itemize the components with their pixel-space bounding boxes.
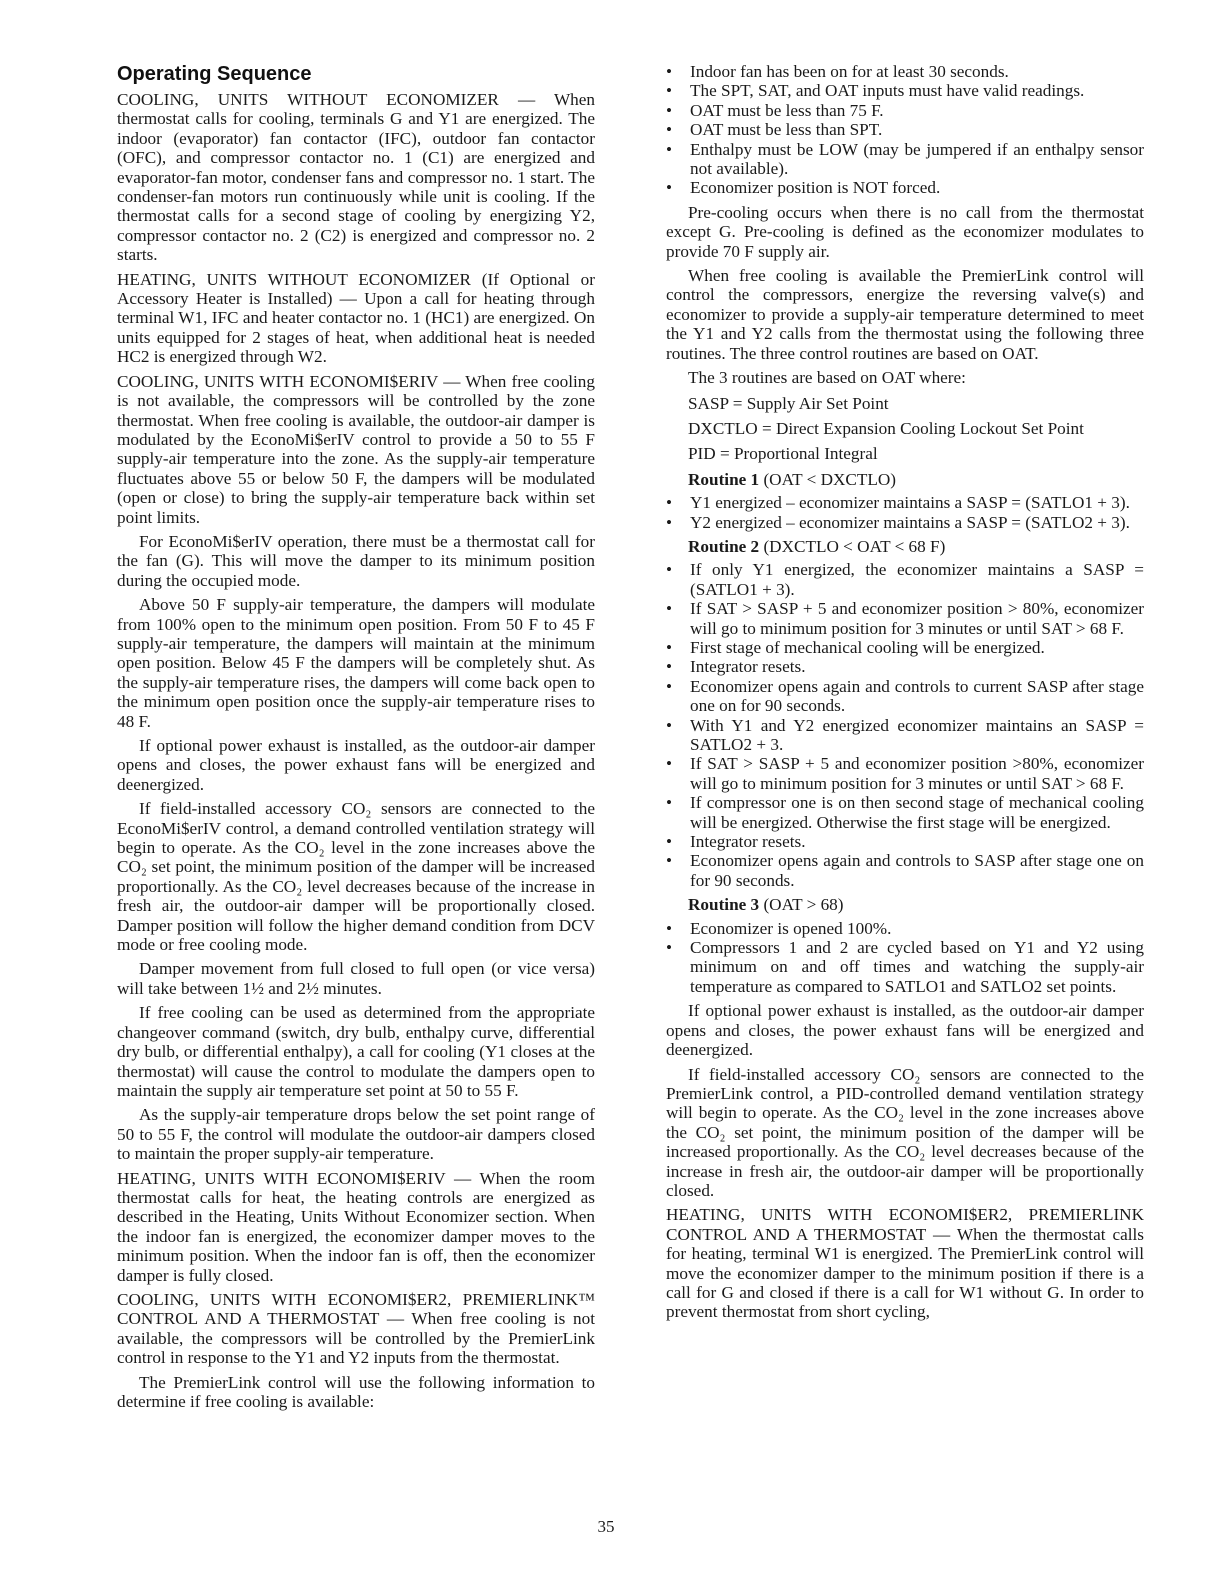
list-item: • If SAT > SASP + 5 and economizer position >80%, economizer will go to minimum position for 3 minutes or until SAT > 68 F.	[666, 754, 1144, 793]
list-item: • If compressor one is on then second stage of mechanical cooling will be energized. Otherwise the first stage will be energized.	[666, 793, 1144, 832]
paragraph-heating-with-economiserIV: HEATING, UNITS WITH ECONOMI$ERIV — When the room thermostat calls for heat, the heating controls are energized as described in the Heating, Units Without Economizer section. When the indoor fan is energized, the economizer damper moves to the minimum position. When the indoor fan is off, then the economizer damper is fully closed.	[117, 1168, 595, 1285]
paragraph-damper-movement: Damper movement from full closed to full open (or vice versa) will take between 1½ and 2½ minutes.	[117, 959, 595, 998]
bullet-icon: •	[666, 139, 673, 159]
paragraph-fan-call: For EconoMi$erIV operation, there must be a thermostat call for the fan (G). This will move the damper to its minimum position during the occupied mode.	[117, 531, 595, 590]
bullet-icon: •	[666, 657, 673, 677]
routine-1-list	[666, 493, 1144, 532]
list-item: • If SAT > SASP + 5 and economizer position > 80%, economizer will go to minimum position for 3 minutes or until SAT > 68 F.	[666, 599, 1144, 638]
bullet-icon: •	[666, 918, 673, 938]
list-item: • First stage of mechanical cooling will be energized.	[666, 637, 1045, 657]
paragraph-co2-premierlink: If field-installed accessory CO₂ sensors are connected to the PremierLink control, a PID-controlled demand ventilation strategy will begin to operate. As the CO₂ level in the zone increases above the CO₂ set point, the minimum position of the damper will be increased proportionally. As the CO₂ level decreases because of the increase in fresh air, the outdoor-air damper will be proportionally closed.	[666, 1064, 1144, 1200]
paragraph-heating-without-economizer: HEATING, UNITS WITHOUT ECONOMIZER (If Optional or Accessory Heater is Installed) — Upon a call for heating through terminal W1, IFC and heater contactor no. 1 (HC1) are energized. On units equipped for 2 stages of heat, when additional heat is needed HC2 is energized through W2.	[117, 269, 595, 367]
bullet-icon: •	[666, 851, 673, 871]
definition-dxctlo: DXCTLO = Direct Expansion Cooling Lockout Set Point	[688, 418, 1084, 438]
routine-1-heading: Routine 1 (OAT < DXCTLO)	[688, 469, 896, 489]
paragraph-cooling-with-economiser2: COOLING, UNITS WITH ECONOMI$ER2, PREMIERLINK™ CONTROL AND A THERMOSTAT — When free cooling is not available, the compressors will be controlled by the PremierLink control in response to the Y1 and Y2 inputs from the thermostat.	[117, 1289, 595, 1368]
routine-3-heading: Routine 3 (OAT > 68)	[688, 895, 844, 915]
definition-sasp: SASP = Supply Air Set Point	[688, 393, 889, 413]
paragraph-free-cooling-info: The PremierLink control will use the following information to determine if free cooling is available:	[117, 1372, 595, 1411]
list-item: • With Y1 and Y2 energized economizer maintains an SASP = SATLO2 + 3.	[666, 715, 1144, 754]
left-column	[117, 62, 595, 1416]
list-item: • Indoor fan has been on for at least 30 seconds.	[666, 62, 1009, 81]
bullet-icon: •	[666, 100, 673, 120]
list-item: • Y2 energized – economizer maintains a SASP = (SATLO2 + 3).	[666, 512, 1130, 532]
list-item: • Economizer is opened 100%.	[666, 918, 892, 938]
bullet-icon: •	[666, 938, 673, 958]
list-item: • Economizer position is NOT forced.	[666, 178, 941, 198]
list-item: • Enthalpy must be LOW (may be jumpered if an enthalpy sensor not available).	[666, 139, 1144, 179]
routine-2-list	[666, 560, 1144, 890]
bullet-icon: •	[666, 81, 673, 101]
routine-2-heading: Routine 2 (DXCTLO < OAT < 68 F)	[688, 536, 946, 556]
paragraph-free-cooling: If free cooling can be used as determined from the appropriate changeover command (switch, dry bulb, enthalpy curve, differential dry bulb, or differential enthalpy), a call for cooling (Y1 closes at the thermostat) will cause the control to modulate the dampers open to maintain the supply air temperature set point at 50 to 55 F.	[117, 1003, 595, 1100]
list-item: • Integrator resets.	[666, 657, 806, 677]
list-item: • Integrator resets.	[666, 832, 806, 852]
list-item: • If only Y1 energized, the economizer maintains a SASP = (SATLO1 + 3).	[666, 560, 1144, 599]
bullet-icon: •	[666, 120, 673, 140]
bullet-icon: •	[666, 832, 673, 852]
list-item: • Compressors 1 and 2 are cycled based on Y1 and Y2 using minimum on and off times and watching the supply-air temperature as compared to SATLO1 and SATLO2 set points.	[666, 938, 1144, 996]
list-item: • Economizer opens again and controls to current SASP after stage one on for 90 seconds.	[666, 676, 1144, 716]
bullet-icon: •	[666, 493, 673, 513]
bullet-icon: •	[666, 715, 673, 735]
list-item: • OAT must be less than SPT.	[666, 120, 883, 140]
list-item: • OAT must be less than 75 F.	[666, 100, 884, 120]
paragraph-cooling-without-economizer: COOLING, UNITS WITHOUT ECONOMIZER — When thermostat calls for cooling, terminals G and Y1 are energized. The indoor (evaporator) fan contactor (IFC), outdoor fan contactor (OFC), and compressor contactor no. 1 (C1) are energized and evaporator-fan motor, condenser fans and compressor no. 1 start. The condenser-fan motors run continuously while unit is cooling. If the thermostat calls for a second stage of cooling by energizing Y2, compressor contactor no. 2 (C2) is energized and compressor no. 2 starts.	[117, 90, 595, 265]
section-heading: Operating Sequence	[117, 63, 312, 85]
list-item: • The SPT, SAT, and OAT inputs must have valid readings.	[666, 81, 1085, 101]
paragraph-free-cooling-available: When free cooling is available the PremierLink control will control the compressors, energize the reversing valve(s) and economizer to provide a supply-air temperature determined to meet the Y1 and Y2 calls from the thermostat using the following three routines. The three control routines are based on OAT.	[666, 266, 1144, 363]
paragraph-power-exhaust-premierlink: If optional power exhaust is installed, as the outdoor-air damper opens and closes, the power exhaust fans will be energized and deenergized.	[666, 1001, 1144, 1060]
bullet-icon: •	[666, 512, 673, 532]
paragraph-pre-cooling: Pre-cooling occurs when there is no call from the thermostat except G. Pre-cooling is defined as the economizer modulates to provide 70 F supply air.	[666, 202, 1144, 261]
paragraph-set-point-range: As the supply-air temperature drops below the set point range of 50 to 55 F, the control will modulate the outdoor-air dampers closed to maintain the proper supply-air temperature.	[117, 1105, 595, 1164]
definition-pid: PID = Proportional Integral	[688, 444, 878, 464]
bullet-icon: •	[666, 62, 673, 81]
routines-intro: The 3 routines are based on OAT where:	[688, 368, 966, 388]
list-item: • Economizer opens again and controls to SASP after stage one on for 90 seconds.	[666, 851, 1144, 890]
bullet-icon: •	[666, 178, 673, 198]
paragraph-co2-sensors: If field-installed accessory CO₂ sensors are connected to the EconoMi$erIV control, a demand controlled ventilation strategy will begin to operate. As the CO₂ level in the zone increases above the CO₂ set point, the minimum position of the damper will be increased proportionally. As the CO₂ level decreases because of the increase in fresh air, the outdoor-air damper will be proportionally closed. Damper position will follow the higher demand condition from DCV mode or free cooling mode.	[117, 799, 595, 955]
free-cooling-conditions-list	[666, 62, 1144, 198]
bullet-icon: •	[666, 560, 673, 580]
bullet-icon: •	[666, 754, 673, 774]
paragraph-heating-with-economiser2: HEATING, UNITS WITH ECONOMI$ER2, PREMIERLINK CONTROL AND A THERMOSTAT — When the thermostat calls for heating, terminal W1 is energized. The PremierLink control will move the economizer damper to the minimum position if there is a call for G and closed if there is a call for W1 without G. In order to prevent thermostat from short cycling,	[666, 1205, 1144, 1322]
bullet-icon: •	[666, 793, 673, 813]
bullet-icon: •	[666, 599, 673, 619]
paragraph-cooling-with-economiserIV: COOLING, UNITS WITH ECONOMI$ERIV — When free cooling is not available, the compressors will be controlled by the zone thermostat. When free cooling is available, the outdoor-air damper is modulated by the EconoMi$erIV control to provide a 50 to 55 F supply-air temperature into the zone. As the supply-air temperature fluctuates above 55 or below 50 F, the dampers will be modulated (open or close) to bring the supply-air temperature back within set point limits.	[117, 371, 595, 527]
paragraph-power-exhaust: If optional power exhaust is installed, as the outdoor-air damper opens and closes, the power exhaust fans will be energized and deenergized.	[117, 736, 595, 794]
routine-3-list	[666, 919, 1144, 997]
list-item: • Y1 energized – economizer maintains a SASP = (SATLO1 + 3).	[666, 493, 1130, 513]
bullet-icon: •	[666, 637, 673, 657]
page-number: 35	[597, 1517, 615, 1536]
right-column	[666, 62, 1144, 1327]
paragraph-damper-modulation: Above 50 F supply-air temperature, the dampers will modulate from 100% open to the minimum open position. From 50 F to 45 F supply-air temperature, the dampers will maintain at the minimum open position. Below 45 F the dampers will be completely shut. As the supply-air temperature rises, the dampers will come back open to the minimum open position once the supply-air temperature rises to 48 F.	[117, 595, 595, 731]
bullet-icon: •	[666, 676, 673, 696]
